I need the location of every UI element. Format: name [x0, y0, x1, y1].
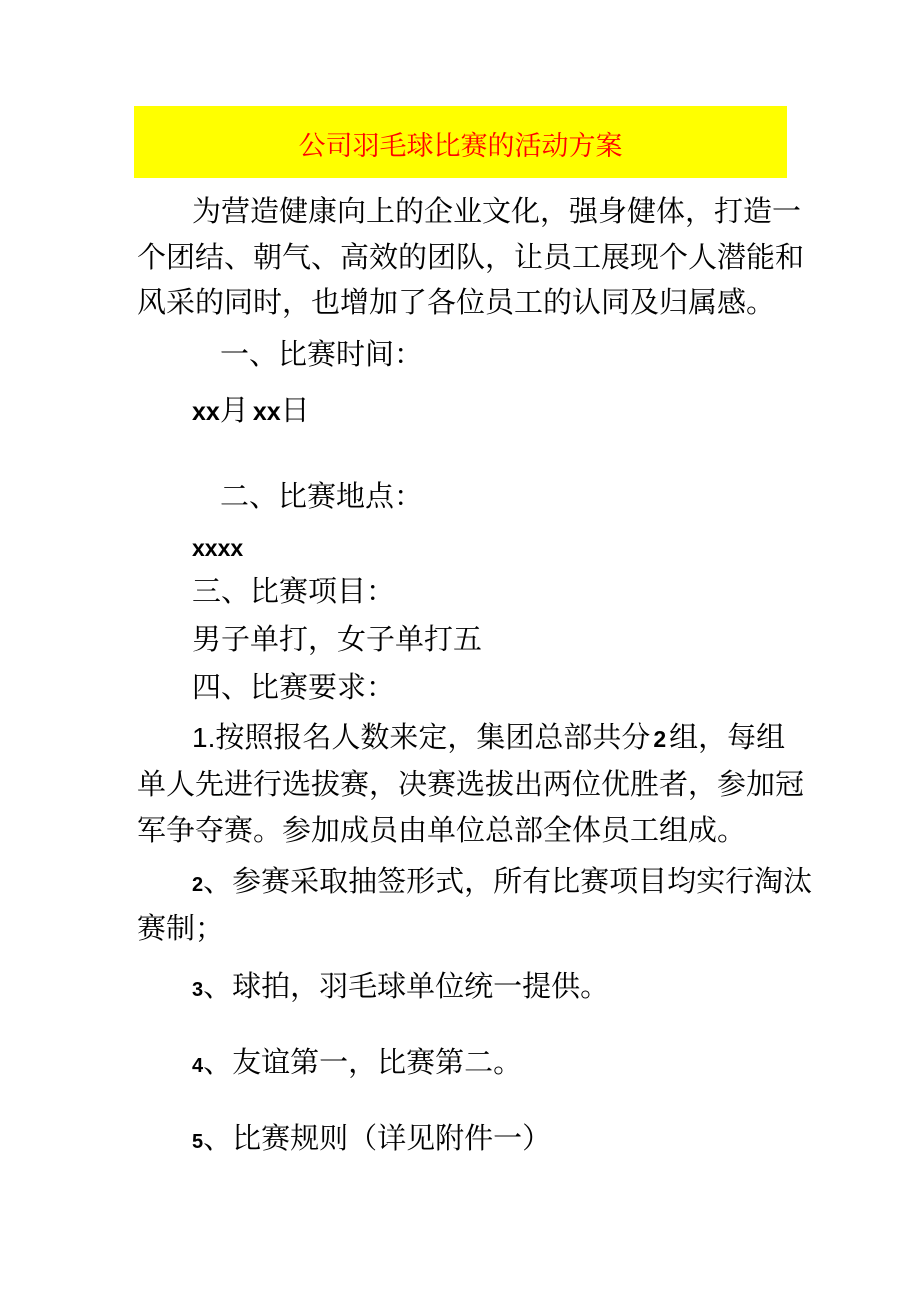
section-3-value: 男子单打，女子单打五	[192, 622, 483, 656]
document-title: 公司羽毛球比赛的活动方案	[298, 130, 623, 162]
requirement-2-number: 2	[192, 874, 204, 896]
date-day-label: 日	[280, 393, 310, 427]
requirement-5-text: 、比赛规则（详见附件一）	[203, 1121, 552, 1155]
requirement-5-number: 5	[192, 1131, 204, 1153]
requirement-1-line-2: 单人先进行选拔赛，决赛选拔出两位优胜者，参加冠	[137, 767, 805, 801]
requirement-5	[192, 1121, 552, 1155]
section-3-heading: 三、比赛项目：	[192, 574, 396, 608]
requirement-4-number: 4	[192, 1055, 204, 1077]
requirement-1-group-count: 2	[653, 726, 667, 752]
requirement-2-line-2: 赛制；	[137, 911, 225, 945]
section-1-date	[192, 393, 310, 427]
intro-line-3: 风采的同时，也增加了各位员工的认同及归属感。	[137, 285, 776, 319]
requirement-2-text: 、参赛采取抽签形式，所有比赛项目均实行淘汰	[203, 864, 813, 898]
requirement-3-text: 、球拍，羽毛球单位统一提供。	[203, 969, 610, 1003]
title-banner	[134, 106, 787, 178]
requirement-3-number: 3	[192, 979, 204, 1001]
requirement-1-line-3: 军争夺赛。参加成员由单位总部全体员工组成。	[137, 813, 747, 847]
requirement-1-text-b: 组，每组	[669, 720, 786, 754]
section-1-heading: 一、比赛时间：	[220, 337, 424, 371]
requirement-2-line-1	[192, 864, 813, 898]
date-month-label: 月	[219, 393, 249, 427]
requirement-3	[192, 969, 610, 1003]
requirement-1-text-a: 按照报名人数来定，集团总部共分	[215, 720, 651, 754]
date-month-placeholder: xx	[192, 398, 220, 426]
section-4-heading: 四、比赛要求：	[192, 670, 396, 704]
section-2-heading: 二、比赛地点：	[220, 479, 424, 513]
intro-line-1: 为营造健康向上的企业文化，强身健体，打造一	[192, 194, 802, 228]
requirement-1-line-1	[192, 720, 786, 754]
requirement-1-number: 1.	[192, 722, 216, 753]
requirement-4	[192, 1045, 523, 1079]
section-2-value: xxxx	[192, 535, 244, 561]
requirement-4-text: 、友谊第一，比赛第二。	[203, 1045, 523, 1079]
intro-line-2: 个团结、朝气、高效的团队，让员工展现个人潜能和	[137, 240, 805, 274]
date-day-placeholder: xx	[252, 398, 281, 426]
